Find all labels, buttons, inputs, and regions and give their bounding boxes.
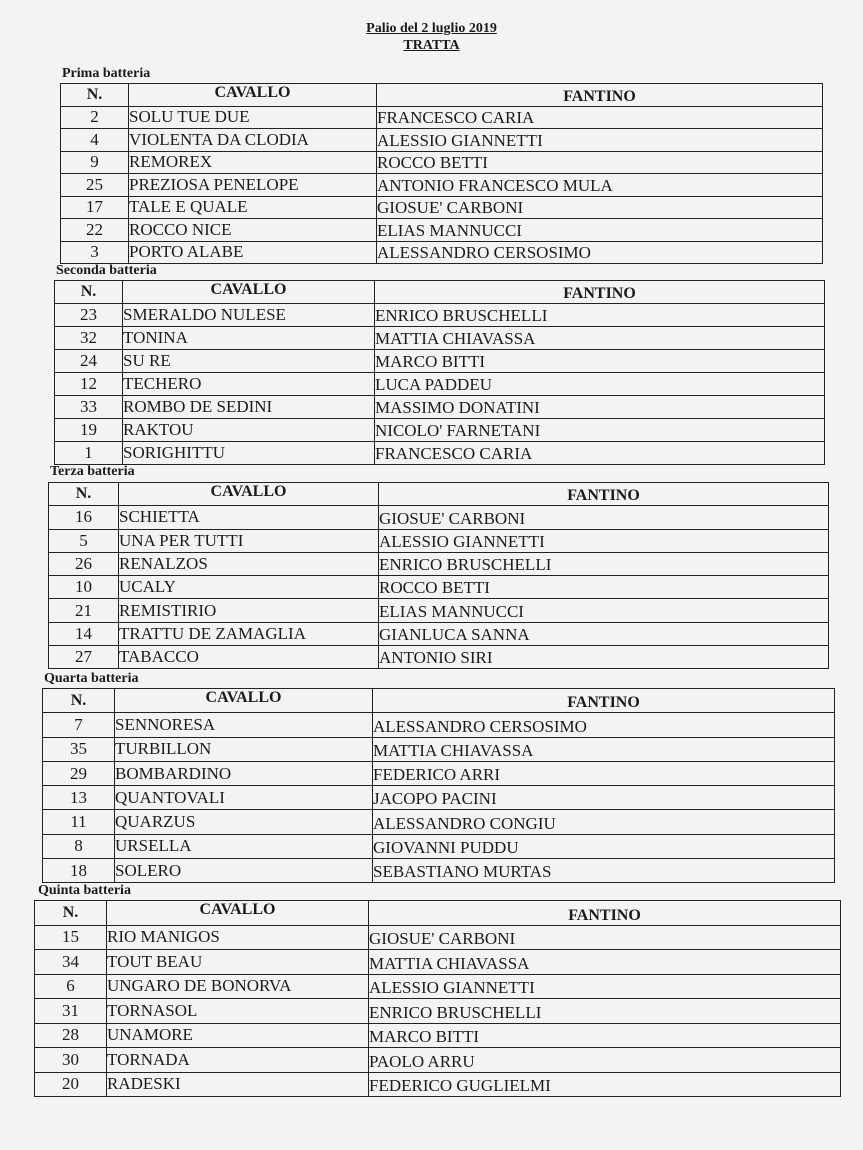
column-header-n: N. (61, 84, 129, 107)
column-header-fantino: FANTINO (369, 901, 841, 926)
horse-number: 2 (61, 106, 129, 129)
horse-name: TURBILLON (115, 737, 373, 761)
horse-number: 14 (49, 622, 119, 645)
document-title: Palio del 2 luglio 2019 (366, 21, 497, 36)
batteria-table (54, 280, 825, 465)
horse-number: 25 (61, 174, 129, 197)
horse-number: 13 (43, 786, 115, 810)
horse-number: 29 (43, 761, 115, 785)
horse-name: SORIGHITTU (123, 442, 375, 465)
table-row (61, 196, 823, 219)
jockey-name: ANTONIO FRANCESCO MULA (377, 174, 823, 197)
jockey-name: MATTIA CHIAVASSA (375, 327, 825, 350)
column-header-fantino: FANTINO (377, 84, 823, 107)
batteria-table (60, 83, 823, 264)
jockey-name: GIOSUE' CARBONI (379, 506, 829, 529)
column-header-cavallo: CAVALLO (119, 483, 379, 506)
table-row (35, 999, 841, 1024)
horse-number: 16 (49, 506, 119, 529)
horse-name: TONINA (123, 327, 375, 350)
horse-name: ROCCO NICE (129, 219, 377, 242)
jockey-name: MARCO BITTI (369, 1023, 841, 1048)
column-header-fantino: FANTINO (379, 483, 829, 506)
horse-name: TABACCO (119, 646, 379, 669)
table-row (61, 174, 823, 197)
table-header-row (35, 901, 841, 926)
jockey-name: ENRICO BRUSCHELLI (375, 304, 825, 327)
horse-number: 33 (55, 396, 123, 419)
table-row (49, 529, 829, 552)
table-row (55, 327, 825, 350)
jockey-name: GIOSUE' CARBONI (369, 925, 841, 950)
table-row (49, 646, 829, 669)
jockey-name: SEBASTIANO MURTAS (373, 859, 835, 883)
jockey-name: ALESSANDRO CERSOSIMO (373, 713, 835, 737)
table-header-row (55, 281, 825, 304)
table-row (43, 713, 835, 737)
batteria-table (42, 688, 835, 883)
table-row (35, 950, 841, 975)
horse-number: 34 (35, 950, 107, 975)
horse-name: QUANTOVALI (115, 786, 373, 810)
horse-number: 5 (49, 529, 119, 552)
table-row (35, 974, 841, 999)
horse-number: 12 (55, 373, 123, 396)
jockey-name: MASSIMO DONATINI (375, 396, 825, 419)
horse-number: 15 (35, 925, 107, 950)
table-row (49, 576, 829, 599)
table-row (35, 1048, 841, 1073)
horse-name: UNA PER TUTTI (119, 529, 379, 552)
jockey-name: GIOSUE' CARBONI (377, 196, 823, 219)
table-row (49, 506, 829, 529)
horse-name: UNAMORE (107, 1023, 369, 1048)
horse-name: SOLERO (115, 859, 373, 883)
table-row (43, 761, 835, 785)
batteria-label: Seconda batteria (56, 263, 157, 278)
table-row (49, 622, 829, 645)
horse-number: 26 (49, 552, 119, 575)
horse-name: BOMBARDINO (115, 761, 373, 785)
table-header-row (43, 689, 835, 713)
jockey-name: ALESSANDRO CONGIU (373, 810, 835, 834)
column-header-cavallo: CAVALLO (123, 281, 375, 304)
table-row (55, 396, 825, 419)
horse-name: SCHIETTA (119, 506, 379, 529)
horse-name: TRATTU DE ZAMAGLIA (119, 622, 379, 645)
batteria-label: Quarta batteria (44, 671, 139, 686)
horse-number: 21 (49, 599, 119, 622)
horse-name: REMOREX (129, 151, 377, 174)
horse-number: 8 (43, 834, 115, 858)
jockey-name: MARCO BITTI (375, 350, 825, 373)
horse-name: VIOLENTA DA CLODIA (129, 129, 377, 152)
table-row (43, 859, 835, 883)
table-row (61, 219, 823, 242)
horse-name: SU RE (123, 350, 375, 373)
horse-number: 19 (55, 419, 123, 442)
horse-name: RAKTOU (123, 419, 375, 442)
batteria-table (34, 900, 841, 1097)
document-subtitle: TRATTA (403, 38, 460, 53)
horse-number: 18 (43, 859, 115, 883)
horse-name: TECHERO (123, 373, 375, 396)
jockey-name: ELIAS MANNUCCI (377, 219, 823, 242)
horse-number: 7 (43, 713, 115, 737)
horse-number: 23 (55, 304, 123, 327)
horse-number: 35 (43, 737, 115, 761)
table-row (61, 106, 823, 129)
table-row (49, 552, 829, 575)
jockey-name: ROCCO BETTI (379, 576, 829, 599)
jockey-name: MATTIA CHIAVASSA (373, 737, 835, 761)
horse-number: 4 (61, 129, 129, 152)
column-header-n: N. (43, 689, 115, 713)
jockey-name: ALESSIO GIANNETTI (369, 974, 841, 999)
horse-name: RIO MANIGOS (107, 925, 369, 950)
column-header-fantino: FANTINO (375, 281, 825, 304)
table-row (35, 1023, 841, 1048)
jockey-name: NICOLO' FARNETANI (375, 419, 825, 442)
column-header-n: N. (55, 281, 123, 304)
table-row (35, 925, 841, 950)
horse-number: 31 (35, 999, 107, 1024)
horse-name: UNGARO DE BONORVA (107, 974, 369, 999)
jockey-name: LUCA PADDEU (375, 373, 825, 396)
jockey-name: FRANCESCO CARIA (377, 106, 823, 129)
jockey-name: ANTONIO SIRI (379, 646, 829, 669)
column-header-fantino: FANTINO (373, 689, 835, 713)
jockey-name: GIOVANNI PUDDU (373, 834, 835, 858)
horse-number: 28 (35, 1023, 107, 1048)
jockey-name: FEDERICO GUGLIELMI (369, 1072, 841, 1097)
horse-name: PORTO ALABE (129, 241, 377, 264)
horse-name: TORNADA (107, 1048, 369, 1073)
table-row (43, 834, 835, 858)
horse-name: SMERALDO NULESE (123, 304, 375, 327)
horse-number: 1 (55, 442, 123, 465)
column-header-n: N. (49, 483, 119, 506)
batteria-table (48, 482, 829, 669)
jockey-name: ROCCO BETTI (377, 151, 823, 174)
horse-number: 10 (49, 576, 119, 599)
jockey-name: GIANLUCA SANNA (379, 622, 829, 645)
horse-name: SOLU TUE DUE (129, 106, 377, 129)
horse-name: TOUT BEAU (107, 950, 369, 975)
jockey-name: MATTIA CHIAVASSA (369, 950, 841, 975)
jockey-name: FRANCESCO CARIA (375, 442, 825, 465)
table-row (55, 350, 825, 373)
table-row (49, 599, 829, 622)
horse-name: TORNASOL (107, 999, 369, 1024)
jockey-name: ALESSIO GIANNETTI (379, 529, 829, 552)
jockey-name: ENRICO BRUSCHELLI (379, 552, 829, 575)
jockey-name: ALESSIO GIANNETTI (377, 129, 823, 152)
horse-name: RADESKI (107, 1072, 369, 1097)
table-row (43, 810, 835, 834)
horse-number: 22 (61, 219, 129, 242)
horse-number: 27 (49, 646, 119, 669)
table-row (55, 304, 825, 327)
table-row (61, 241, 823, 264)
batteria-label: Prima batteria (62, 66, 151, 81)
table-header-row (61, 84, 823, 107)
table-row (35, 1072, 841, 1097)
jockey-name: JACOPO PACINI (373, 786, 835, 810)
horse-number: 32 (55, 327, 123, 350)
horse-name: REMISTIRIO (119, 599, 379, 622)
column-header-cavallo: CAVALLO (115, 689, 373, 713)
horse-name: TALE E QUALE (129, 196, 377, 219)
table-row (43, 737, 835, 761)
horse-name: URSELLA (115, 834, 373, 858)
column-header-n: N. (35, 901, 107, 926)
horse-name: QUARZUS (115, 810, 373, 834)
jockey-name: ALESSANDRO CERSOSIMO (377, 241, 823, 264)
table-row (55, 442, 825, 465)
table-header-row (49, 483, 829, 506)
horse-number: 30 (35, 1048, 107, 1073)
horse-name: PREZIOSA PENELOPE (129, 174, 377, 197)
jockey-name: FEDERICO ARRI (373, 761, 835, 785)
horse-number: 6 (35, 974, 107, 999)
horse-number: 9 (61, 151, 129, 174)
table-row (61, 151, 823, 174)
horse-name: SENNORESA (115, 713, 373, 737)
jockey-name: PAOLO ARRU (369, 1048, 841, 1073)
batteria-label: Quinta batteria (38, 883, 131, 898)
column-header-cavallo: CAVALLO (107, 901, 369, 926)
table-row (61, 129, 823, 152)
table-row (55, 419, 825, 442)
horse-number: 11 (43, 810, 115, 834)
horse-number: 20 (35, 1072, 107, 1097)
jockey-name: ELIAS MANNUCCI (379, 599, 829, 622)
horse-number: 3 (61, 241, 129, 264)
horse-number: 24 (55, 350, 123, 373)
horse-name: ROMBO DE SEDINI (123, 396, 375, 419)
column-header-cavallo: CAVALLO (129, 84, 377, 107)
document-header (0, 20, 863, 54)
horse-number: 17 (61, 196, 129, 219)
horse-name: UCALY (119, 576, 379, 599)
batteria-label: Terza batteria (50, 464, 135, 479)
horse-name: RENALZOS (119, 552, 379, 575)
table-row (55, 373, 825, 396)
table-row (43, 786, 835, 810)
jockey-name: ENRICO BRUSCHELLI (369, 999, 841, 1024)
